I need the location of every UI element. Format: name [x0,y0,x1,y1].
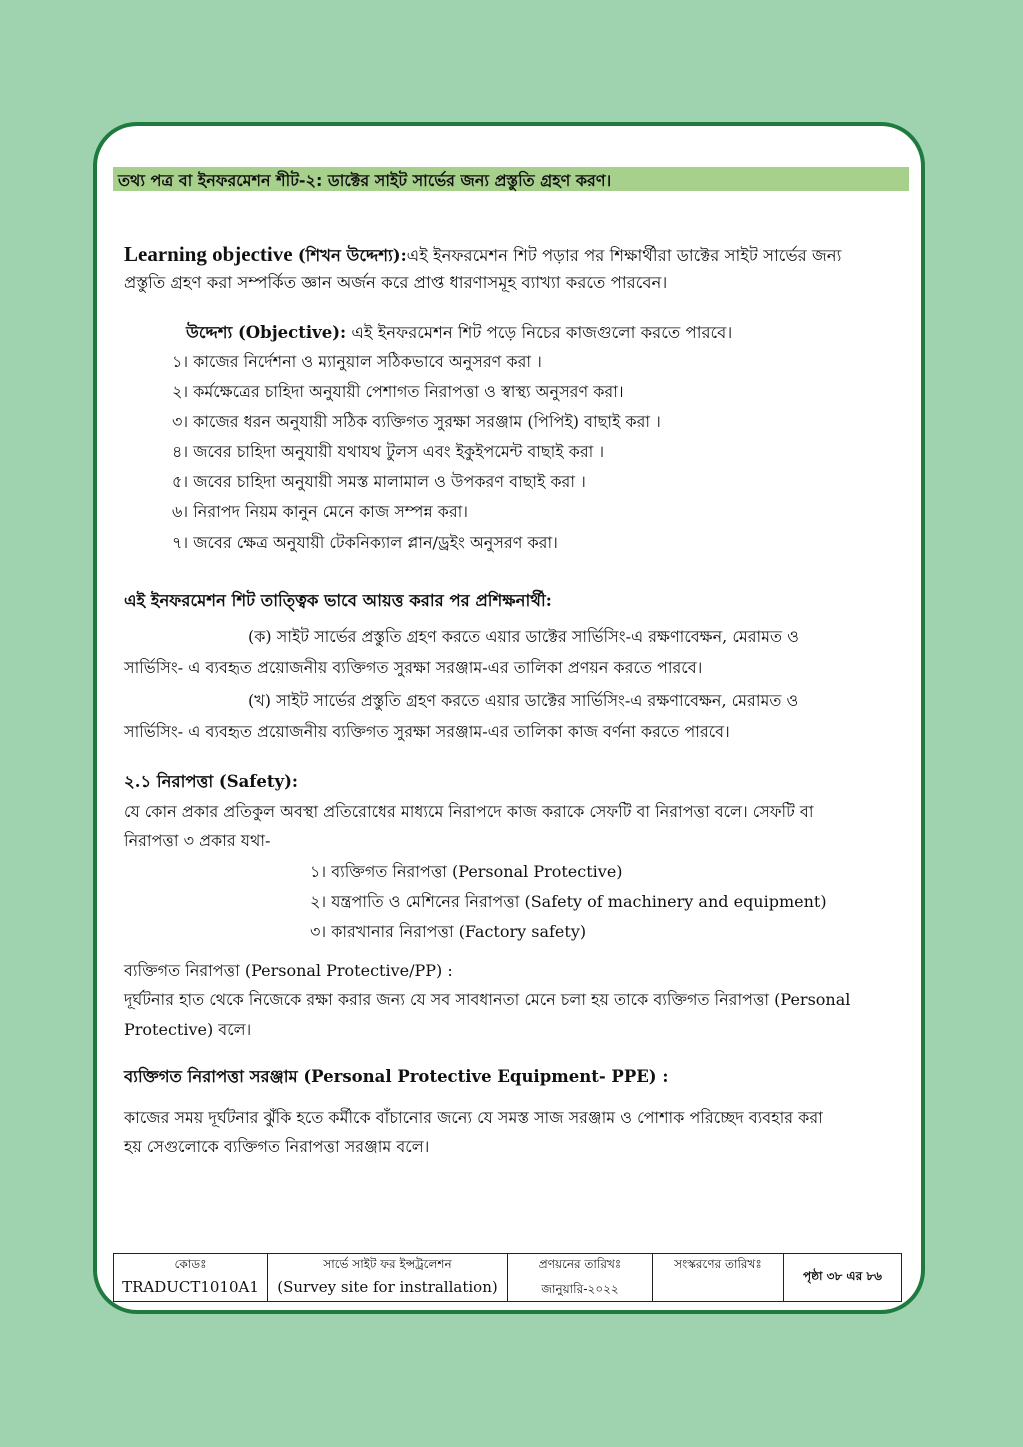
objective-item-3: ৩। কাজের ধরন অনুযায়ী সঠিক ব্যক্তিগত সুরক্ষা সরঞ্জাম (পিপিই) বাছাই করা । [172,412,661,431]
safety-text-2: নিরাপত্তা ৩ প্রকার যথা- [124,831,271,850]
safety-type-1: ১। ব্যক্তিগত নিরাপত্তা (Personal Protective) [310,862,623,881]
footer-title-label: সার্ভে সাইট ফর ইন্সট্রলেশন [323,1257,452,1271]
footer-revision-label: সংস্করণের তারিখঃ [674,1257,762,1271]
ppe-heading: ব্যক্তিগত নিরাপত্তা সরঞ্জাম (Personal Protective Equipment- PPE) : [124,1067,669,1086]
objective-item-7: ৭। জবের ক্ষেত্র অনুযায়ী টেকনিক্যাল প্লান/ড্রইং অনুসরণ করা। [172,533,558,552]
personal-protective-text-2: Protective) বলে। [124,1020,252,1039]
trainee-point-a-1: (ক) সাইট সার্ভের প্রস্তুতি গ্রহণ করতে এয়ার ডাক্টের সার্ভিসিং-এ রক্ষণাবেক্ষন, মেরামত ও [248,627,799,646]
trainee-point-b-2: সার্ভিসিং- এ ব্যবহৃত প্রয়োজনীয় ব্যক্তিগত সুরক্ষা সরঞ্জাম-এর তালিকা কাজ বর্ণনা করতে পারবে। [124,722,730,741]
sheet-title: তথ্য পত্র বা ইনফরমেশন শীট-২: ডাক্টের সাইট সার্ভের জন্য প্রস্তুতি গ্রহণ করণ। [118,171,612,190]
objective-item-4: ৪। জবের চাহিদা অনুযায়ী যথাযথ টুলস এবং ইকুইপমেন্ট বাছাই করা । [172,442,605,461]
learning-objective-line-1 [124,242,841,270]
footer-prep-cell [508,1254,653,1301]
footer-prep-value: জানুয়ারি-২০২২ [541,1282,619,1296]
footer-code-value: TRADUCT1010A1 [122,1278,259,1296]
objective-item-1: ১। কাজের নির্দেশনা ও ম্যানুয়াল সঠিকভাবে অনুসরণ করা । [172,352,542,371]
safety-type-2: ২। যন্ত্রপাতি ও মেশিনের নিরাপত্তা (Safety of machinery and equipment) [310,892,827,911]
learning-objective-text-1: এই ইনফরমেশন শিট পড়ার পর শিক্ষার্থীরা ডাক্টের সাইট সার্ভের জন্য [406,246,842,265]
learning-objective-text-2: প্রস্তুতি গ্রহণ করা সম্পর্কিত জ্ঞান অর্জন করে প্রাপ্ত ধারণাসমূহ ব্যাখ্যা করতে পারবেন। [124,273,668,292]
footer-prep-label: প্রণয়নের তারিখঃ [538,1257,622,1271]
footer-code-cell [114,1254,268,1301]
footer-page-number: পৃষ্ঠা ৩৮ এর ৮৬ [803,1268,882,1283]
objective-item-2: ২। কর্মক্ষেত্রের চাহিদা অনুযায়ী পেশাগত নিরাপত্তা ও স্বাস্থ্য অনুসরণ করা। [172,382,624,401]
trainee-point-b-1: (খ) সাইট সার্ভের প্রস্তুতি গ্রহণ করতে এয়ার ডাক্টের সার্ভিসিং-এ রক্ষণাবেক্ষন, মেরামত ও [248,691,799,710]
personal-protective-text-1: দূর্ঘটনার হাত থেকে নিজেকে রক্ষা করার জন্য যে সব সাবধানতা মেনে চলা হয় তাকে ব্যক্তিগত নিরাপত্তা (Personal [124,990,851,1009]
footer-revision-cell [653,1254,784,1301]
footer-title-value: (Survey site for instrallation) [277,1278,498,1296]
footer-code-label: কোডঃ [174,1257,207,1271]
ppe-text-2: হয় সেগুলোকে ব্যক্তিগত নিরাপত্তা সরঞ্জাম বলে। [124,1137,430,1156]
objective-intro-text: এই ইনফরমেশন শিট পড়ে নিচের কাজগুলো করতে পারবে। [351,323,733,342]
safety-heading: ২.১ নিরাপত্তা (Safety): [124,772,299,791]
objective-item-5: ৫। জবের চাহিদা অনুযায়ী সমস্ত মালামাল ও উপকরণ বাছাই করা । [172,472,586,491]
ppe-text-1: কাজের সময় দূর্ঘটনার ঝুঁকি হতে কর্মীকে বাঁচানোর জন্যে যে সমস্ত সাজ সরঞ্জাম ও পোশাক পরিচ্ছেদ ব্যবহার করা [124,1108,823,1127]
footer-page-cell [784,1254,901,1301]
objective-item-6: ৬। নিরাপদ নিয়ম কানুন মেনে কাজ সম্পন্ন করা। [172,502,469,521]
trainee-heading: এই ইনফরমেশন শিট তাত্ত্বিক ভাবে আয়ত্ত করার পর প্রশিক্ষনার্থী: [124,591,552,610]
safety-type-3: ৩। কারখানার নিরাপত্তা (Factory safety) [310,922,587,941]
learning-objective-label-bn: (শিখন উদ্দেশ্য): [297,246,407,265]
footer-title-cell [268,1254,508,1301]
footer-table [113,1253,902,1302]
objective-intro [186,320,732,347]
objective-label: উদ্দেশ্য (Objective): [186,323,347,342]
personal-protective-title: ব্যক্তিগত নিরাপত্তা (Personal Protective/PP) : [124,961,453,980]
safety-text-1: যে কোন প্রকার প্রতিকুল অবস্থা প্রতিরোধের মাধ্যমে নিরাপদে কাজ করাকে সেফটি বা নিরাপত্তা বলে। সেফটি বা [124,802,814,821]
trainee-point-a-2: সার্ভিসিং- এ ব্যবহৃত প্রয়োজনীয় ব্যক্তিগত সুরক্ষা সরঞ্জাম-এর তালিকা প্রণয়ন করতে পারবে। [124,658,703,677]
learning-objective-label: Learning objective [124,242,293,266]
